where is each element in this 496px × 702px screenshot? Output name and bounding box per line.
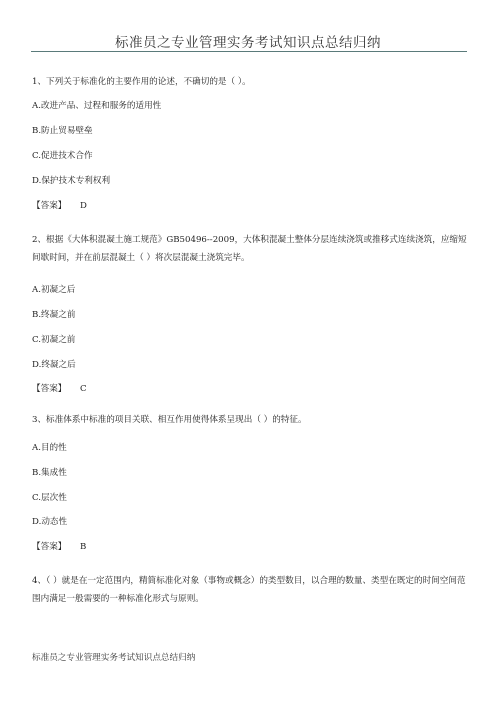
answer-label: 【答案】: [32, 201, 67, 211]
question-1-option-c: C.促进技术合作: [32, 151, 93, 161]
answer-label: 【答案】: [32, 384, 67, 394]
document-title: 标准员之专业管理实务考试知识点总结归纳: [115, 35, 381, 51]
question-2-option-b: B.终凝之前: [32, 310, 76, 320]
question-2-stem: 2、根据《大体积混凝土施工规范》GB50496--2009，大体积混凝土整体分层连续浇筑或推移式连续浇筑，应缩短间歇时间，并在前层混凝土（ ）将次层混凝土浇筑完毕。: [32, 235, 467, 263]
question-3-option-b: B.集成性: [32, 468, 67, 478]
question-3-option-c: C.层次性: [32, 493, 67, 503]
question-1-answer: [32, 200, 87, 212]
answer-value: D: [80, 201, 87, 211]
question-1-option-d: D.保护技术专利权利: [32, 176, 111, 186]
question-3-answer: [32, 541, 86, 553]
question-3-stem: 3、标准体系中标准的项目关联、相互作用使得体系呈现出（ ）的特征。: [32, 415, 307, 425]
question-3-option-a: A.目的性: [32, 443, 67, 453]
question-1-option-a: A.改进产品、过程和服务的适用性: [32, 101, 162, 111]
answer-value: B: [80, 542, 87, 552]
question-2-option-a: A.初凝之后: [32, 285, 76, 295]
question-2-answer: [32, 383, 87, 395]
answer-value: C: [80, 384, 87, 394]
question-1-stem: 1、下列关于标准化的主要作用的论述，不确切的是（ ）。: [32, 77, 251, 87]
question-4-stem: 4、（ ）就是在一定范围内，精简标准化对象（事物或概念）的类型数目，以合理的数量、类型在既定的时间空间范围内满足一般需要的一种标准化形式与原则。: [32, 576, 466, 604]
question-2-option-c: C.初凝之前: [32, 335, 76, 345]
question-2-option-d: D.终凝之后: [32, 360, 76, 370]
page-footer: 标准员之专业管理实务考试知识点总结归纳: [32, 653, 196, 663]
question-1-option-b: B.防止贸易壁垒: [32, 126, 93, 136]
answer-label: 【答案】: [32, 542, 67, 552]
title-rule: [31, 51, 467, 52]
question-3-option-d: D.动态性: [32, 517, 68, 527]
